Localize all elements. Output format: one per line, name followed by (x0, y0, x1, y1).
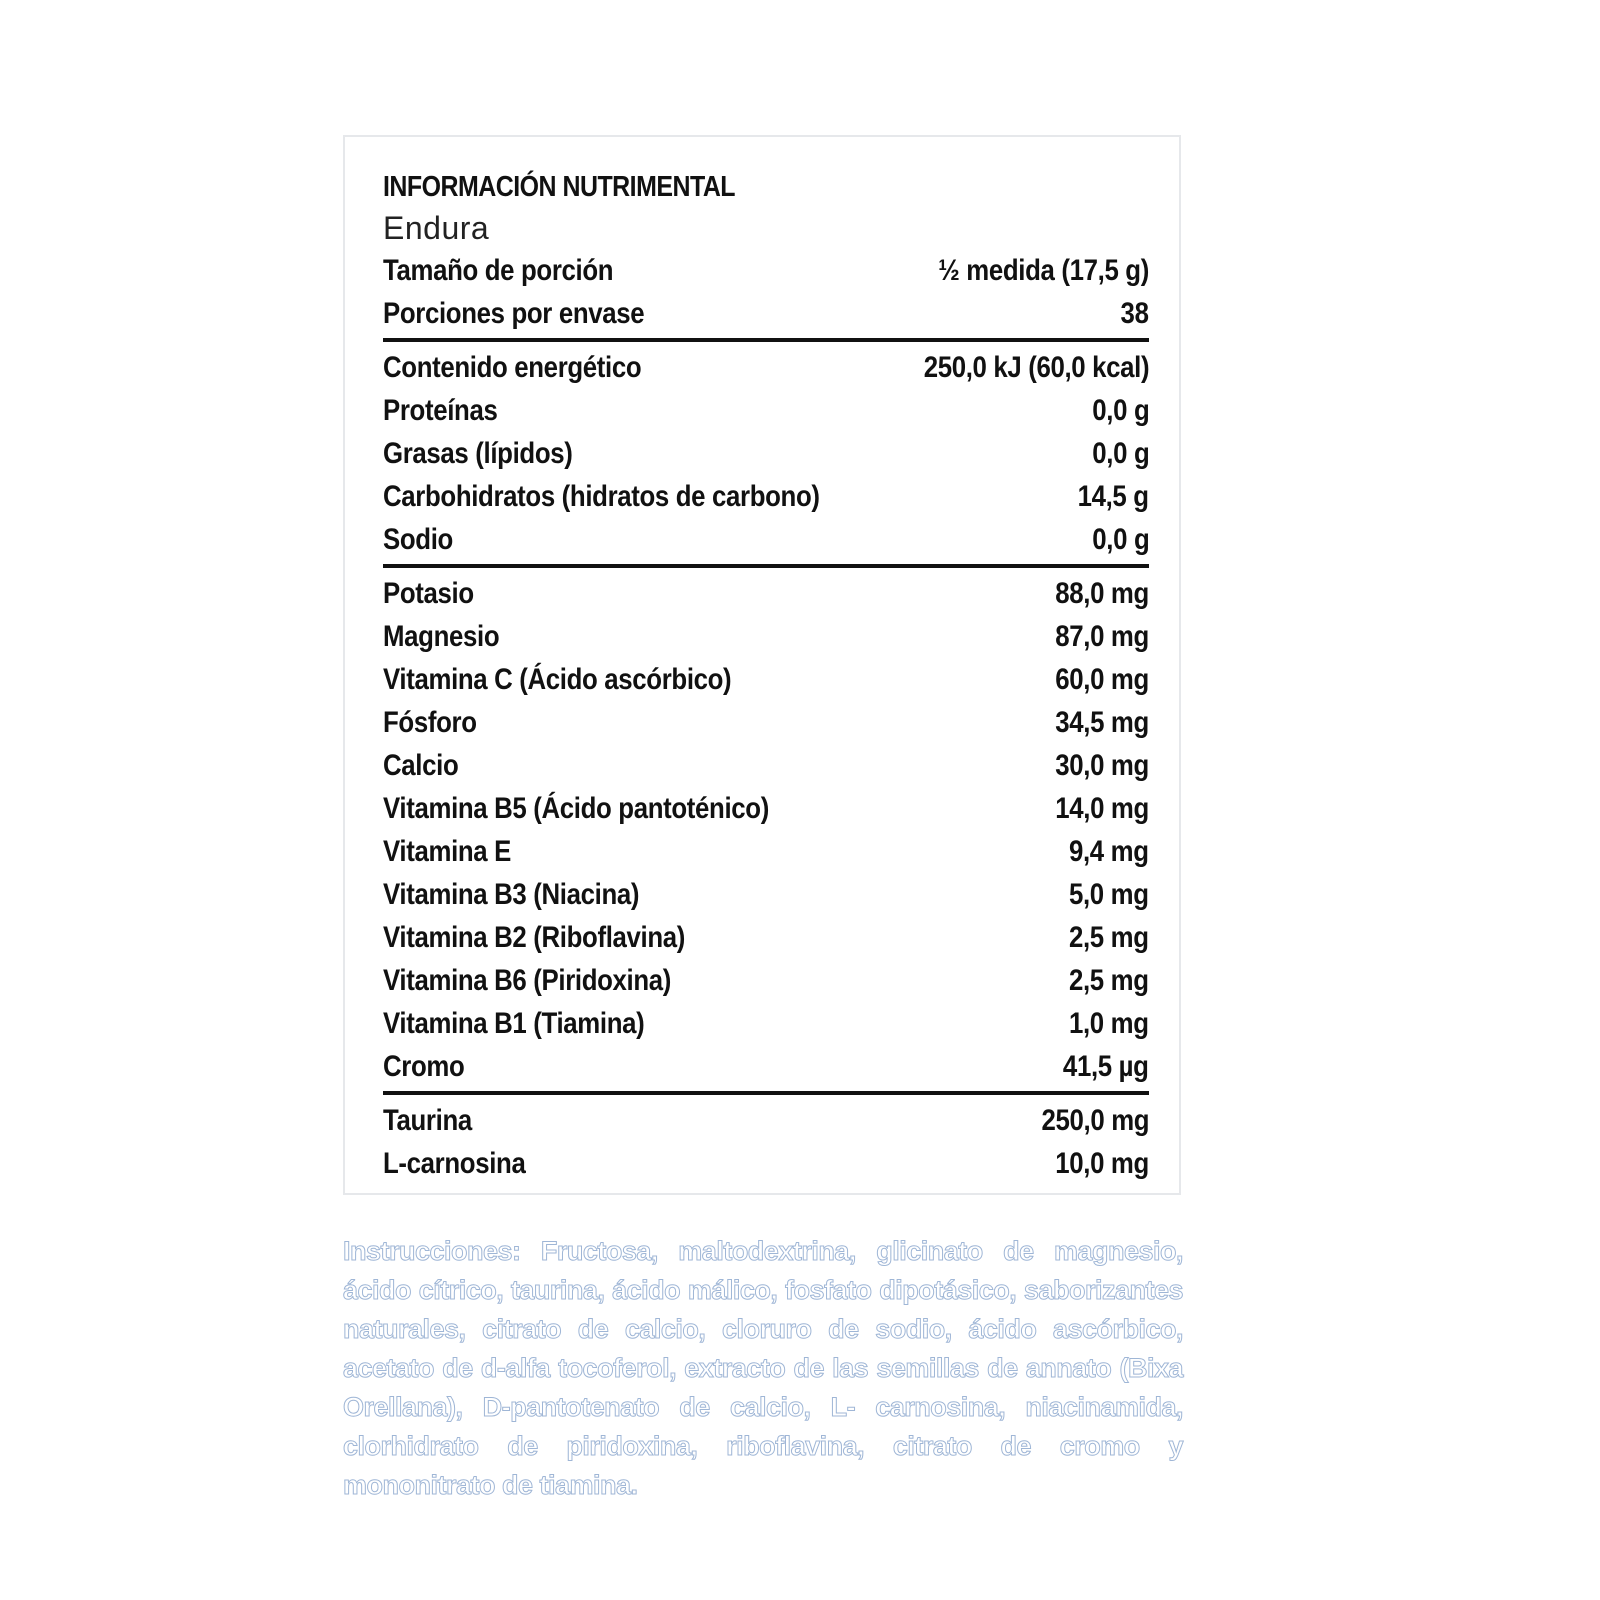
section-divider (383, 338, 1149, 342)
row-value: 60,0 mg (1055, 662, 1149, 696)
row-value: 5,0 mg (1069, 877, 1149, 911)
row-label: Sodio (383, 522, 453, 556)
macros-section (383, 346, 1149, 561)
row-value: ½ medida (17,5 g) (938, 253, 1149, 287)
nutrient-row (383, 830, 1149, 873)
nutrient-row (383, 475, 1149, 518)
row-value: 1,0 mg (1069, 1006, 1149, 1040)
nutrient-row (383, 432, 1149, 475)
panel-title: INFORMACIÓN NUTRIMENTAL (383, 171, 736, 203)
nutrient-row (383, 572, 1149, 615)
row-value: 38 (1120, 296, 1149, 330)
row-value: 0,0 g (1091, 522, 1149, 556)
row-label: Fósforo (383, 705, 477, 739)
row-value: 9,4 mg (1069, 834, 1149, 868)
product-name: Endura (383, 210, 490, 246)
nutrient-row (383, 701, 1149, 744)
nutrient-row (383, 346, 1149, 389)
nutrient-row (383, 1099, 1149, 1142)
micros-section (383, 572, 1149, 1088)
row-label: Potasio (383, 576, 474, 610)
row-value: 0,0 g (1091, 393, 1149, 427)
nutrient-row (383, 873, 1149, 916)
nutrient-row (383, 744, 1149, 787)
row-label: Contenido energético (383, 350, 642, 384)
row-label: Vitamina C (Ácido ascórbico) (383, 662, 732, 696)
section-divider (383, 564, 1149, 568)
row-label: L-carnosina (383, 1146, 526, 1180)
row-label: Carbohidratos (hidratos de carbono) (383, 479, 820, 513)
row-value: 30,0 mg (1055, 748, 1149, 782)
row-value: 0,0 g (1091, 436, 1149, 470)
row-label: Vitamina B2 (Riboflavina) (383, 920, 686, 954)
row-value: 2,5 mg (1069, 920, 1149, 954)
serving-section (383, 249, 1149, 335)
row-label: Vitamina B6 (Piridoxina) (383, 963, 672, 997)
row-label: Vitamina B3 (Niacina) (383, 877, 640, 911)
nutrient-row (383, 787, 1149, 830)
nutrition-facts-content (383, 167, 1149, 1185)
nutrient-row (383, 916, 1149, 959)
row-label: Tamaño de porción (383, 253, 614, 287)
nutrition-facts-panel (343, 135, 1181, 1195)
row-value: 10,0 mg (1055, 1146, 1149, 1180)
row-label: Taurina (383, 1103, 472, 1137)
serving-row (383, 249, 1149, 292)
row-value: 14,5 g (1077, 479, 1149, 513)
nutrient-row (383, 1045, 1149, 1088)
row-value: 2,5 mg (1069, 963, 1149, 997)
row-label: Magnesio (383, 619, 500, 653)
nutrient-row (383, 959, 1149, 1002)
nutrient-row (383, 518, 1149, 561)
row-label: Calcio (383, 748, 459, 782)
row-value: 88,0 mg (1055, 576, 1149, 610)
row-label: Proteínas (383, 393, 498, 427)
row-label: Vitamina B1 (Tiamina) (383, 1006, 645, 1040)
nutrient-row (383, 658, 1149, 701)
ingredients-text: Instrucciones: Fructosa, maltodextrina, glicinato de magnesio, ácido cítrico, taurina, ácido málico, fosfato dipotásico, saborizantes naturales, citrato de calcio, cloruro de sodio, ácido ascórbico, acetato de d-alfa tocoferol, extracto de las semillas de annato (Bixa Orellana), D-pantotenato de calcio, L- carnosina, niacinamida, clorhidrato de piridoxina, riboflavina, citrato de cromo y mononitrato de tiamina. (343, 1236, 1183, 1500)
serving-row (383, 292, 1149, 335)
row-value: 41,5 µg (1063, 1049, 1149, 1083)
row-value: 14,0 mg (1055, 791, 1149, 825)
nutrient-row (383, 389, 1149, 432)
row-label: Grasas (lípidos) (383, 436, 573, 470)
row-value: 87,0 mg (1055, 619, 1149, 653)
others-section (383, 1099, 1149, 1185)
row-label: Porciones por envase (383, 296, 645, 330)
nutrient-row (383, 615, 1149, 658)
row-value: 34,5 mg (1055, 705, 1149, 739)
row-label: Vitamina B5 (Ácido pantoténico) (383, 791, 769, 825)
ingredients-paragraph (343, 1232, 1183, 1505)
row-label: Cromo (383, 1049, 465, 1083)
row-value: 250,0 mg (1041, 1103, 1149, 1137)
nutrient-row (383, 1142, 1149, 1185)
section-divider (383, 1091, 1149, 1095)
nutrient-row (383, 1002, 1149, 1045)
row-value: 250,0 kJ (60,0 kcal) (923, 350, 1149, 384)
row-label: Vitamina E (383, 834, 512, 868)
